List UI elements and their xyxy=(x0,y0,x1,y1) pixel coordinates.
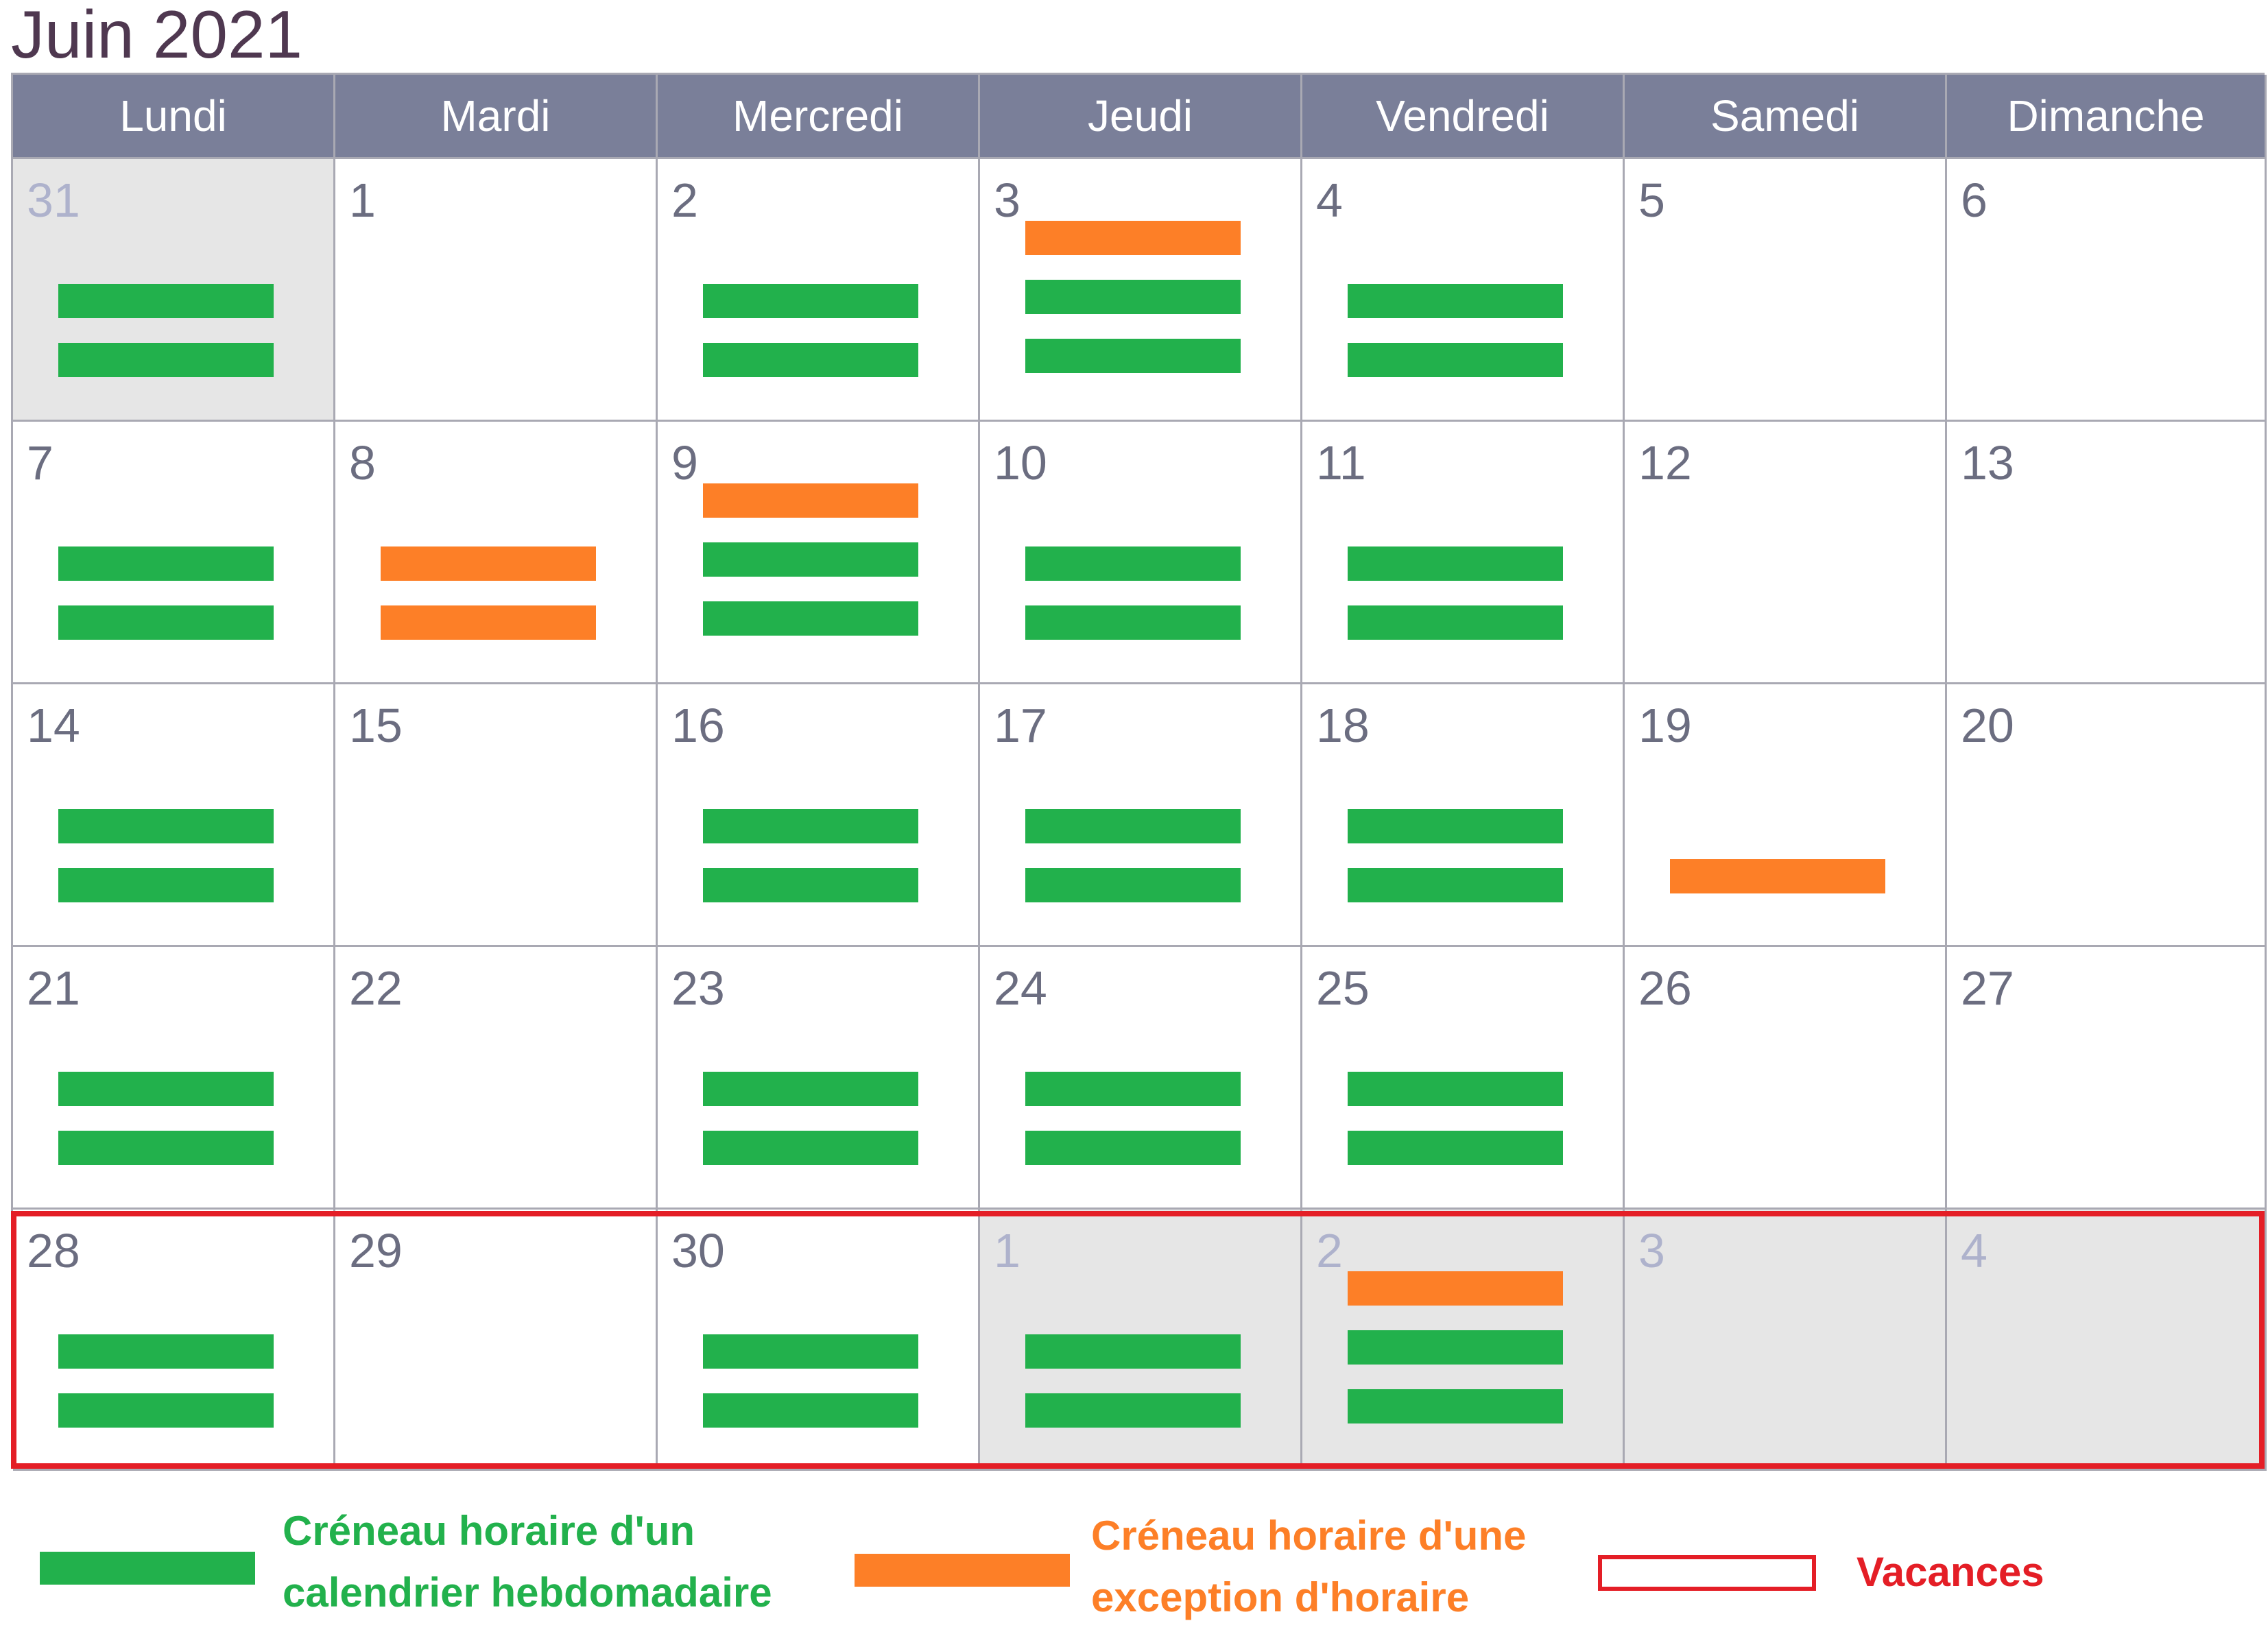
weekly-slot-bar[interactable] xyxy=(1025,1334,1241,1369)
day-cell[interactable] xyxy=(13,947,335,1210)
weekly-slot-bar[interactable] xyxy=(58,1393,274,1428)
day-cell[interactable] xyxy=(980,422,1302,684)
weekday-header-mercredi: Mercredi xyxy=(658,75,980,159)
weekly-slot-bar[interactable] xyxy=(1348,1389,1563,1423)
day-cell[interactable] xyxy=(980,1210,1302,1471)
day-number: 20 xyxy=(1961,699,2014,752)
day-cell[interactable] xyxy=(335,422,658,684)
day-cell[interactable] xyxy=(658,159,980,422)
weekday-header-samedi: Samedi xyxy=(1625,75,1947,159)
legend-exception-swatch xyxy=(855,1554,1070,1587)
day-number: 16 xyxy=(671,699,725,752)
day-cell[interactable] xyxy=(1947,947,2267,1210)
weekly-slot-bar[interactable] xyxy=(58,1334,274,1369)
day-number: 17 xyxy=(994,699,1047,752)
weekly-slot-bar[interactable] xyxy=(703,284,918,318)
weekly-slot-bar[interactable] xyxy=(703,542,918,577)
legend-weekly-swatch xyxy=(40,1552,255,1585)
day-number: 3 xyxy=(1638,1224,1665,1277)
weekly-slot-bar[interactable] xyxy=(1348,343,1563,377)
day-cell[interactable] xyxy=(13,159,335,422)
weekly-slot-bar[interactable] xyxy=(1025,868,1241,902)
day-cell[interactable] xyxy=(335,684,658,947)
day-number: 11 xyxy=(1316,436,1366,490)
weekly-slot-bar[interactable] xyxy=(58,809,274,843)
day-number: 13 xyxy=(1961,436,2014,490)
exception-slot-bar[interactable] xyxy=(703,483,918,518)
weekly-slot-bar[interactable] xyxy=(1025,809,1241,843)
exception-slot-bar[interactable] xyxy=(381,546,596,581)
weekly-slot-bar[interactable] xyxy=(703,601,918,636)
day-number: 14 xyxy=(27,699,80,752)
day-cell[interactable] xyxy=(980,947,1302,1210)
day-number: 6 xyxy=(1961,173,1988,227)
legend-exception-line1: Créneau horaire d'une xyxy=(1091,1513,1527,1559)
day-number: 23 xyxy=(671,961,725,1015)
calendar-title: Juin 2021 xyxy=(11,0,303,72)
weekly-slot-bar[interactable] xyxy=(1348,546,1563,581)
day-cell[interactable] xyxy=(658,422,980,684)
day-cell[interactable] xyxy=(658,1210,980,1471)
weekly-slot-bar[interactable] xyxy=(1025,280,1241,314)
day-number: 2 xyxy=(671,173,698,227)
day-cell[interactable] xyxy=(1625,159,1947,422)
day-number: 12 xyxy=(1638,436,1692,490)
calendar-grid xyxy=(11,73,2265,1469)
day-cell[interactable] xyxy=(1625,684,1947,947)
day-cell[interactable] xyxy=(1947,1210,2267,1471)
legend-exception-label xyxy=(1091,1505,1526,1629)
day-number: 28 xyxy=(27,1224,80,1277)
day-number: 22 xyxy=(349,961,403,1015)
day-number: 19 xyxy=(1638,699,1692,752)
day-cell[interactable] xyxy=(13,422,335,684)
day-number: 15 xyxy=(349,699,403,752)
legend-vacation-label: Vacances xyxy=(1857,1549,2044,1595)
weekly-slot-bar[interactable] xyxy=(703,1393,918,1428)
weekly-slot-bar[interactable] xyxy=(58,343,274,377)
exception-slot-bar[interactable] xyxy=(381,605,596,640)
day-cell[interactable] xyxy=(1625,1210,1947,1471)
weekly-slot-bar[interactable] xyxy=(703,343,918,377)
day-number: 5 xyxy=(1638,173,1665,227)
weekday-header-vendredi: Vendredi xyxy=(1302,75,1625,159)
day-number: 21 xyxy=(27,961,80,1015)
legend-weekly-line1: Créneau horaire d'un xyxy=(283,1508,695,1554)
weekday-header-mardi: Mardi xyxy=(335,75,658,159)
weekly-slot-bar[interactable] xyxy=(58,1072,274,1106)
day-number: 3 xyxy=(994,173,1020,227)
day-number: 9 xyxy=(671,436,698,490)
day-number: 1 xyxy=(349,173,376,227)
weekly-slot-bar[interactable] xyxy=(1348,868,1563,902)
weekly-slot-bar[interactable] xyxy=(58,605,274,640)
day-number: 7 xyxy=(27,436,53,490)
day-cell[interactable] xyxy=(335,159,658,422)
weekly-slot-bar[interactable] xyxy=(58,284,274,318)
day-cell[interactable] xyxy=(658,947,980,1210)
weekly-slot-bar[interactable] xyxy=(58,546,274,581)
day-cell[interactable] xyxy=(1947,422,2267,684)
day-cell[interactable] xyxy=(1302,422,1625,684)
day-cell[interactable] xyxy=(13,684,335,947)
exception-slot-bar[interactable] xyxy=(1025,221,1241,255)
weekday-header-lundi: Lundi xyxy=(13,75,335,159)
day-cell[interactable] xyxy=(1947,684,2267,947)
weekday-header-dimanche: Dimanche xyxy=(1947,75,2267,159)
day-number: 30 xyxy=(671,1224,725,1277)
day-cell[interactable] xyxy=(658,684,980,947)
weekly-slot-bar[interactable] xyxy=(1348,284,1563,318)
day-number: 31 xyxy=(27,173,80,227)
weekly-slot-bar[interactable] xyxy=(1025,1131,1241,1165)
day-cell[interactable] xyxy=(1625,422,1947,684)
day-cell[interactable] xyxy=(1625,947,1947,1210)
day-cell[interactable] xyxy=(1302,159,1625,422)
day-number: 25 xyxy=(1316,961,1370,1015)
day-number: 4 xyxy=(1316,173,1343,227)
weekly-slot-bar[interactable] xyxy=(1348,605,1563,640)
legend-weekly-label xyxy=(283,1500,772,1624)
legend-exception-line2: exception d'horaire xyxy=(1091,1574,1470,1620)
weekly-slot-bar[interactable] xyxy=(703,868,918,902)
weekly-slot-bar[interactable] xyxy=(1348,1131,1563,1165)
day-number: 4 xyxy=(1961,1224,1988,1277)
weekly-slot-bar[interactable] xyxy=(1025,1393,1241,1428)
day-cell[interactable] xyxy=(1302,1210,1625,1471)
day-cell[interactable] xyxy=(335,1210,658,1471)
weekly-slot-bar[interactable] xyxy=(1025,1072,1241,1106)
day-cell[interactable] xyxy=(1302,947,1625,1210)
weekly-slot-bar[interactable] xyxy=(1348,1330,1563,1365)
weekly-slot-bar[interactable] xyxy=(58,1131,274,1165)
weekly-slot-bar[interactable] xyxy=(703,1072,918,1106)
weekly-slot-bar[interactable] xyxy=(703,1334,918,1369)
day-cell[interactable] xyxy=(980,159,1302,422)
day-cell[interactable] xyxy=(13,1210,335,1471)
day-number: 8 xyxy=(349,436,376,490)
day-cell[interactable] xyxy=(1947,159,2267,422)
weekly-slot-bar[interactable] xyxy=(58,868,274,902)
day-number: 27 xyxy=(1961,961,2014,1015)
day-cell[interactable] xyxy=(1302,684,1625,947)
day-cell[interactable] xyxy=(335,947,658,1210)
weekday-header-jeudi: Jeudi xyxy=(980,75,1302,159)
day-number: 1 xyxy=(994,1224,1020,1277)
day-number: 24 xyxy=(994,961,1047,1015)
weekly-slot-bar[interactable] xyxy=(703,809,918,843)
weekly-slot-bar[interactable] xyxy=(703,1131,918,1165)
legend-vacation-swatch xyxy=(1598,1555,1816,1591)
weekly-slot-bar[interactable] xyxy=(1348,809,1563,843)
day-number: 2 xyxy=(1316,1224,1343,1277)
legend-weekly-line2: calendrier hebdomadaire xyxy=(283,1570,772,1615)
exception-slot-bar[interactable] xyxy=(1348,1271,1563,1306)
weekly-slot-bar[interactable] xyxy=(1348,1072,1563,1106)
day-number: 29 xyxy=(349,1224,403,1277)
exception-slot-bar[interactable] xyxy=(1670,859,1885,893)
weekly-slot-bar[interactable] xyxy=(1025,605,1241,640)
day-number: 26 xyxy=(1638,961,1692,1015)
day-number: 10 xyxy=(994,436,1047,490)
day-number: 18 xyxy=(1316,699,1370,752)
weekly-slot-bar[interactable] xyxy=(1025,339,1241,373)
weekly-slot-bar[interactable] xyxy=(1025,546,1241,581)
day-cell[interactable] xyxy=(980,684,1302,947)
